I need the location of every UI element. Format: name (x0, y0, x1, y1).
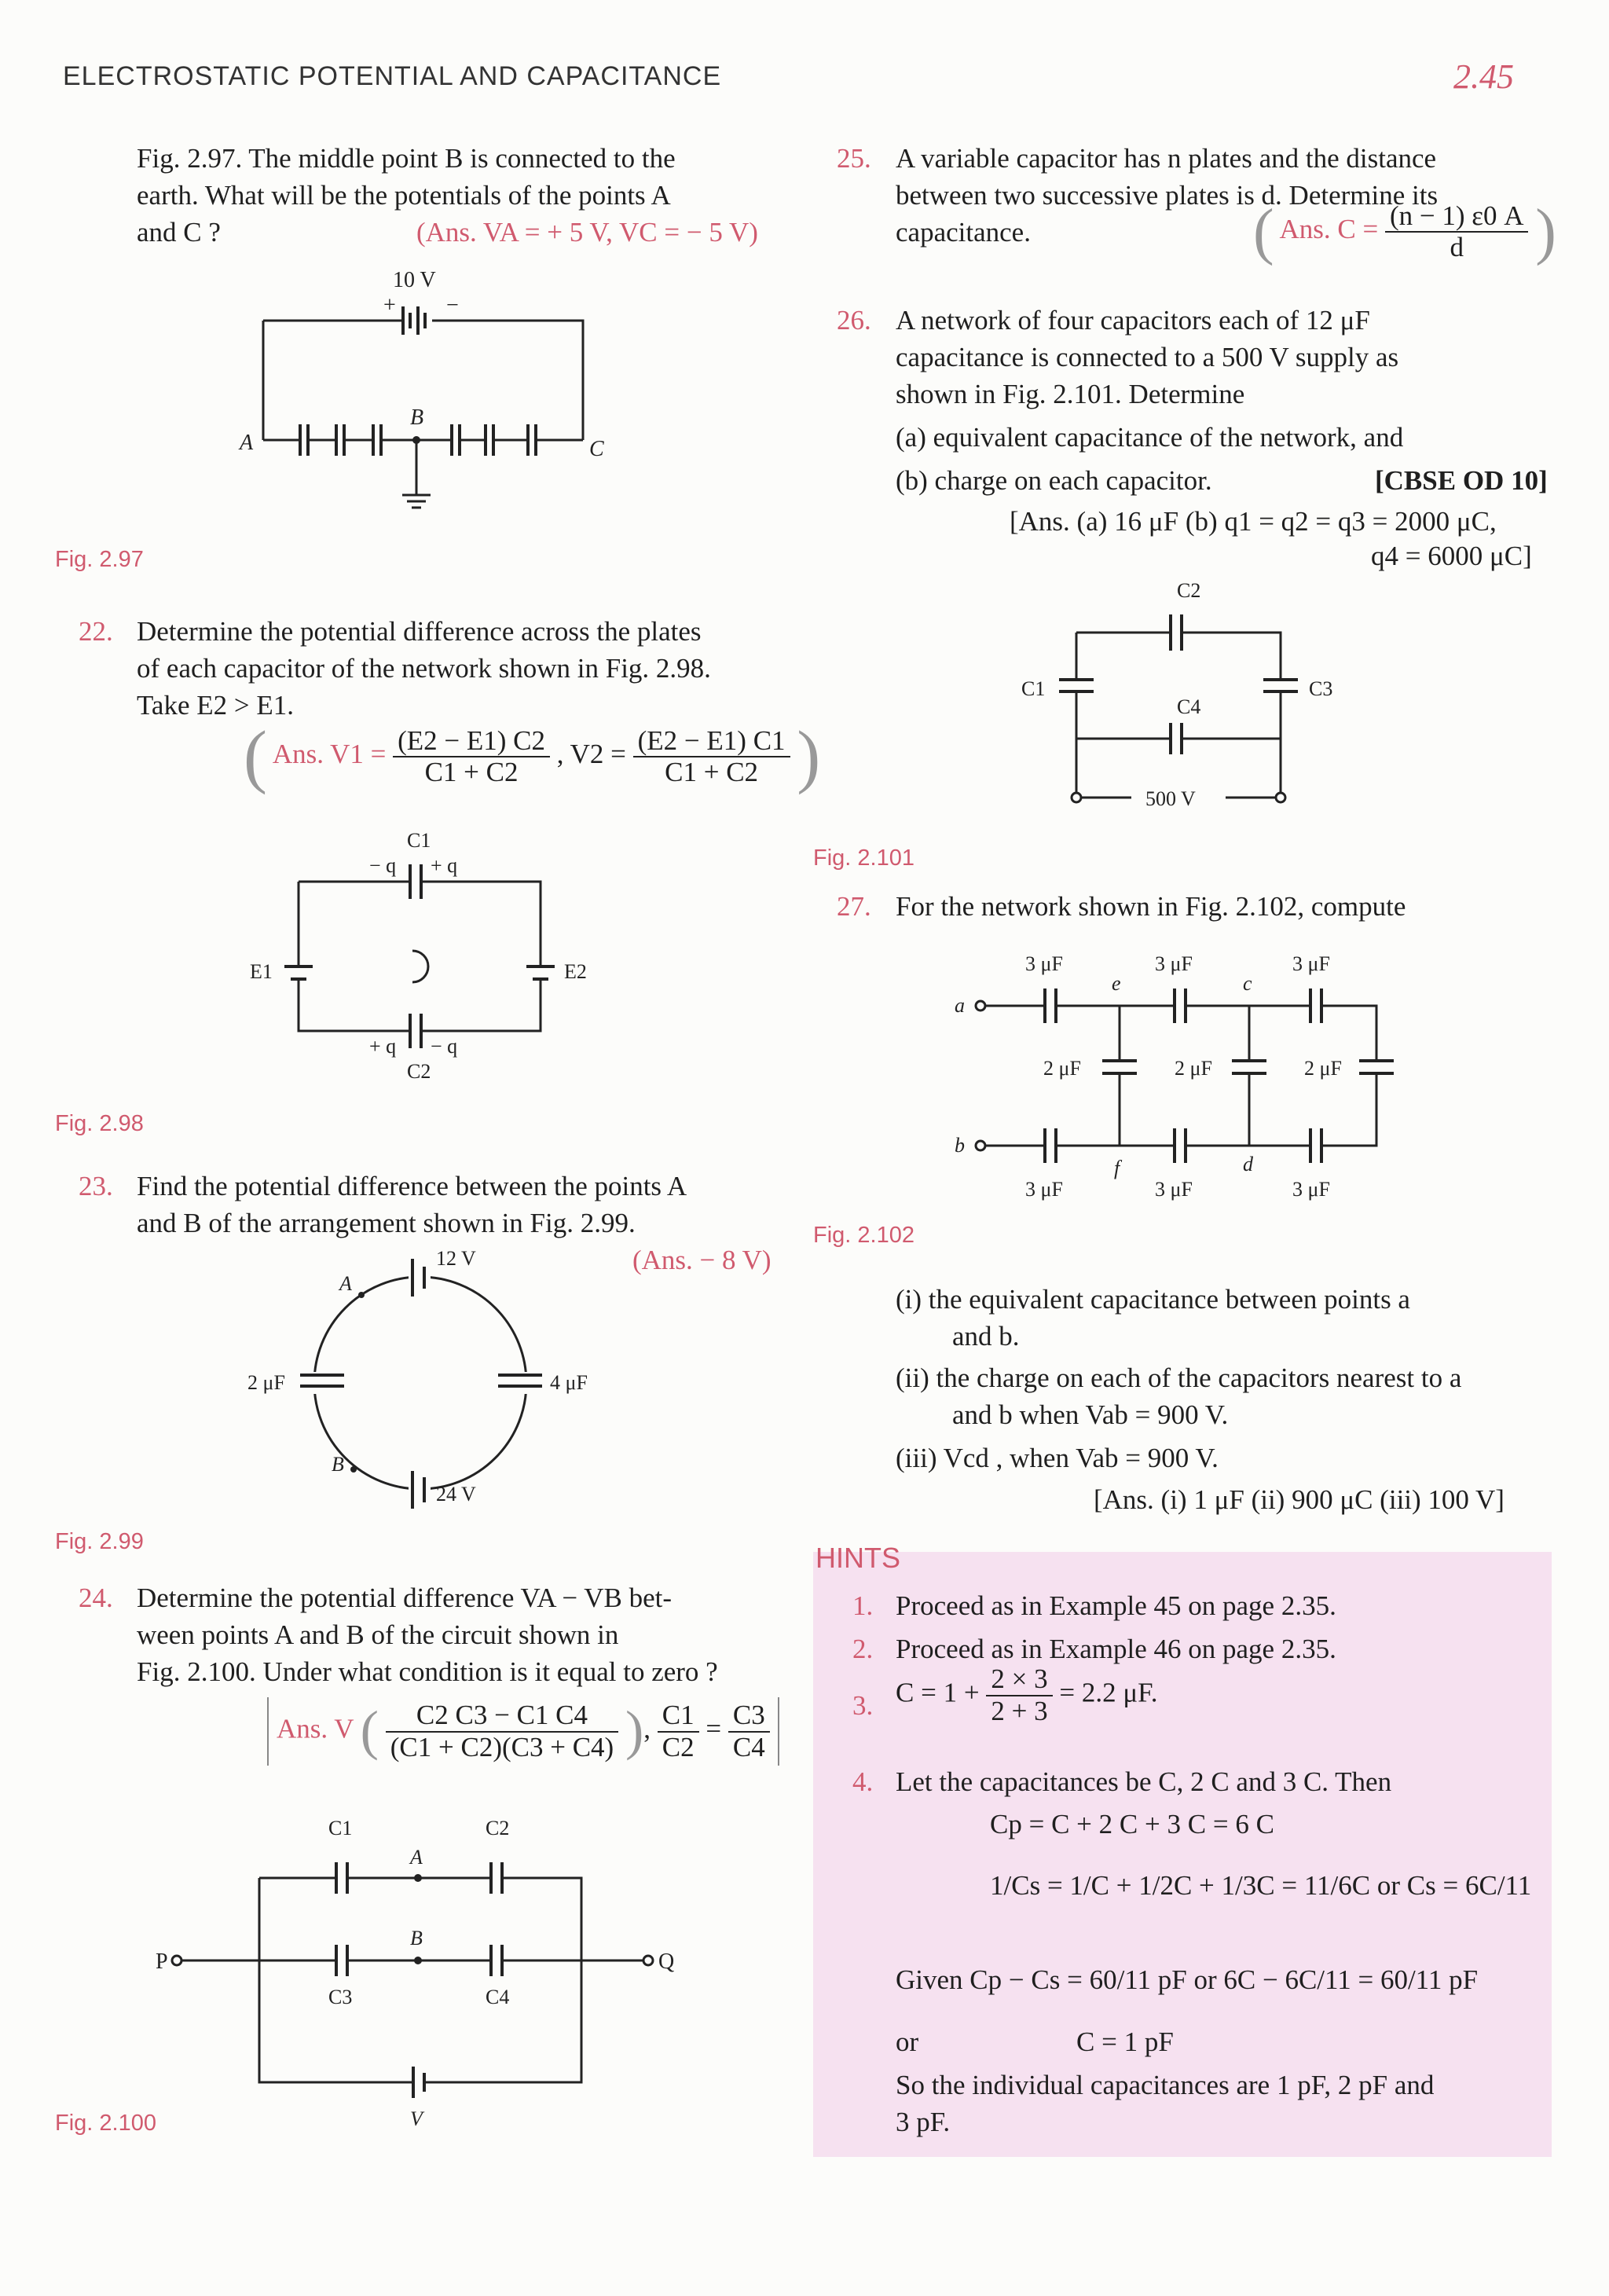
fig97-battery-label: 10 V (393, 268, 436, 292)
svg-text:2 μF: 2 μF (247, 1371, 285, 1394)
hint-1: Proceed as in Example 45 on page 2.35. (896, 1590, 1336, 1621)
figure-2-102 (943, 943, 1430, 1210)
q26-tag: [CBSE OD 10] (1375, 465, 1548, 496)
hint-4-number: 4. (852, 1766, 874, 1797)
svg-text:3 μF: 3 μF (1292, 1178, 1330, 1201)
hint-4-line-6: So the individual capacitances are 1 pF, 2 pF and (896, 2070, 1435, 2100)
fig97-plus: + (383, 293, 396, 317)
q21-answer: (Ans. VA = + 5 V, VC = − 5 V) (416, 217, 758, 248)
fig-2-102-caption: Fig. 2.102 (813, 1223, 914, 1248)
fig-2-98-caption: Fig. 2.98 (55, 1111, 144, 1136)
q23-number: 23. (79, 1171, 113, 1201)
svg-text:2 μF: 2 μF (1175, 1057, 1212, 1080)
svg-text:B: B (332, 1453, 344, 1476)
fig-2-99-caption: Fig. 2.99 (55, 1529, 144, 1554)
svg-text:b: b (955, 1134, 965, 1157)
fig-2-100-caption: Fig. 2.100 (55, 2111, 156, 2136)
svg-text:+ q: + q (369, 1035, 397, 1058)
q25-answer: ( Ans. C = $\frac{(n - 1) \varepsilon 0 A}{d}$ ) (1253, 197, 1556, 266)
q22-ans-label: Ans. V1 = (272, 739, 387, 770)
q27-part-iii: (iii) Vcd , when Vab = 900 V. (896, 1443, 1219, 1473)
svg-text:Q: Q (658, 1949, 675, 1974)
q24-number: 24. (79, 1583, 113, 1613)
q26-answer-2: q4 = 6000 μC] (1371, 541, 1532, 571)
svg-text:3 μF: 3 μF (1292, 952, 1330, 975)
q25-number: 25. (837, 143, 871, 174)
hint-3-number: 3. (852, 1690, 874, 1721)
q26-part-b: (b) charge on each capacitor. (896, 465, 1212, 496)
svg-text:C2: C2 (1177, 579, 1201, 602)
svg-text:C1: C1 (328, 1817, 353, 1839)
fig-2-97-caption: Fig. 2.97 (55, 547, 144, 572)
svg-text:E2: E2 (564, 960, 587, 983)
q23-line-1: Find the potential difference between the points A (137, 1171, 687, 1201)
q25-line-3: capacitance. (896, 217, 1031, 248)
q26-answer-1: [Ans. (a) 16 μF (b) q1 = q2 = q3 = 2000 μC, (1010, 506, 1497, 537)
svg-text:500 V: 500 V (1145, 787, 1196, 810)
figure-2-97 (236, 267, 613, 526)
q27-number: 27. (837, 891, 871, 922)
svg-text:f: f (1114, 1157, 1120, 1179)
q27-part-ii-2: and b when Vab = 900 V. (952, 1399, 1229, 1430)
svg-text:a: a (955, 994, 965, 1017)
hint-4-or: or (896, 2026, 919, 2057)
q24-line-1: Determine the potential difference VA − VB bet- (137, 1583, 672, 1613)
hint-4-line-1: Let the capacitances be C, 2 C and 3 C. Then (896, 1766, 1392, 1797)
figure-2-100 (156, 1807, 676, 2130)
hint-4-result: C = 1 pF (1076, 2026, 1174, 2057)
q24-line-3: Fig. 2.100. Under what condition is it equal to zero ? (137, 1656, 718, 1687)
q25-line-1: A variable capacitor has n plates and the distance (896, 143, 1437, 174)
q22-line-1: Determine the potential difference across the plates (137, 616, 702, 647)
page-number: 2.45 (1453, 57, 1514, 96)
q22-number: 22. (79, 616, 113, 647)
svg-text:C2: C2 (407, 1060, 431, 1083)
q26-part-a: (a) equivalent capacitance of the network, and (896, 422, 1404, 453)
svg-text:C1: C1 (1021, 677, 1046, 700)
svg-text:24 V: 24 V (436, 1483, 476, 1506)
svg-text:c: c (1243, 972, 1252, 995)
svg-text:A: A (410, 1846, 423, 1869)
hint-2-number: 2. (852, 1634, 874, 1664)
svg-text:2 μF: 2 μF (1043, 1057, 1081, 1080)
figure-2-101 (1006, 574, 1336, 817)
running-header: ELECTROSTATIC POTENTIAL AND CAPACITANCE (63, 61, 722, 91)
q24-line-2: ween points A and B of the circuit shown in (137, 1619, 619, 1650)
fig-2-101-caption: Fig. 2.101 (813, 845, 914, 871)
svg-text:C4: C4 (1177, 695, 1201, 718)
figure-2-99 (236, 1242, 613, 1524)
svg-text:3 μF: 3 μF (1155, 952, 1193, 975)
svg-text:C3: C3 (1309, 677, 1333, 700)
hints-title: HINTS (815, 1542, 900, 1574)
q26-number: 26. (837, 305, 871, 336)
hint-2: Proceed as in Example 46 on page 2.35. (896, 1634, 1336, 1664)
hint-1-number: 1. (852, 1590, 874, 1621)
q22-line-3: Take E2 > E1. (137, 690, 295, 721)
svg-text:P: P (156, 1949, 168, 1974)
svg-text:3 μF: 3 μF (1025, 952, 1063, 975)
svg-text:− q: − q (431, 1035, 458, 1058)
svg-text:3 μF: 3 μF (1025, 1178, 1063, 1201)
svg-text:C3: C3 (328, 1986, 353, 2008)
svg-text:E1: E1 (250, 960, 273, 983)
q26-line-3: shown in Fig. 2.101. Determine (896, 379, 1245, 409)
hint-4-line-4: Given Cp − Cs = 60/11 pF or 6C − 6C/11 = 60/11 pF (896, 1964, 1479, 1995)
svg-text:12 V: 12 V (436, 1247, 476, 1270)
q27-part-ii-1: (ii) the charge on each of the capacitors nearest to a (896, 1363, 1462, 1393)
svg-text:3 μF: 3 μF (1155, 1178, 1193, 1201)
fig97-label-a: A (240, 431, 254, 455)
q22-answer: ( Ans. V1 = $\frac{(E2 - E1) C2}{C1 + C2}$ , V2 = $\frac{(E2 - E1) C1}{C1 + C2}$ ) (244, 717, 821, 795)
svg-text:2 μF: 2 μF (1304, 1057, 1342, 1080)
q26-line-2: capacitance is connected to a 500 V supply as (896, 342, 1399, 372)
fig97-label-b: B (410, 405, 424, 430)
hint-3: C = 1 + $\frac{2 \times 3}{2 + 3}$ = 2.2 μF. (896, 1663, 1158, 1726)
svg-text:C2: C2 (486, 1817, 510, 1839)
svg-text:C4: C4 (486, 1986, 510, 2008)
q27-part-i-1: (i) the equivalent capacitance between points a (896, 1284, 1410, 1315)
svg-text:e: e (1112, 972, 1121, 995)
svg-text:A: A (339, 1272, 352, 1295)
svg-text:V: V (410, 2107, 423, 2130)
svg-text:d: d (1243, 1153, 1253, 1176)
q24-answer: Ans. V ( $\frac{C2 C3 - C1 C4}{(C1 + C2)(C3 + C4)}$ ), $\frac{C1}{C2}$ = $\frac{C3}{C4}$ (267, 1697, 779, 1766)
q25-line-2: between two successive plates is d. Determine its (896, 180, 1439, 211)
q21-line-1: Fig. 2.97. The middle point B is connected to the (137, 143, 676, 174)
hint-4-line-2: Cp = C + 2 C + 3 C = 6 C (990, 1809, 1274, 1839)
q23-answer: (Ans. − 8 V) (632, 1245, 772, 1275)
svg-text:C1: C1 (407, 829, 431, 852)
q22-line-2: of each capacitor of the network shown in Fig. 2.98. (137, 653, 711, 684)
fig97-label-c: C (589, 437, 604, 461)
svg-text:B: B (410, 1927, 423, 1949)
q26-line-1: A network of four capacitors each of 12 μF (896, 305, 1370, 336)
svg-text:+ q: + q (431, 854, 458, 877)
q21-line-2: earth. What will be the potentials of the points A (137, 180, 671, 211)
q27-part-i-2: and b. (952, 1321, 1020, 1352)
svg-text:4 μF: 4 μF (550, 1371, 588, 1394)
hint-4-line-3: 1/Cs = 1/C + 1/2C + 1/3C = 11/6C or Cs = 6C/11 (990, 1870, 1532, 1901)
q27-line-1: For the network shown in Fig. 2.102, compute (896, 891, 1406, 922)
hint-4-line-7: 3 pF. (896, 2107, 951, 2137)
fig97-minus: − (446, 293, 459, 317)
q23-line-2: and B of the arrangement shown in Fig. 2.99. (137, 1208, 636, 1238)
q27-answer: [Ans. (i) 1 μF (ii) 900 μC (iii) 100 V] (1094, 1484, 1505, 1515)
q21-line-3: and C ? (137, 217, 221, 248)
figure-2-98 (236, 825, 597, 1084)
svg-text:− q: − q (369, 854, 397, 877)
